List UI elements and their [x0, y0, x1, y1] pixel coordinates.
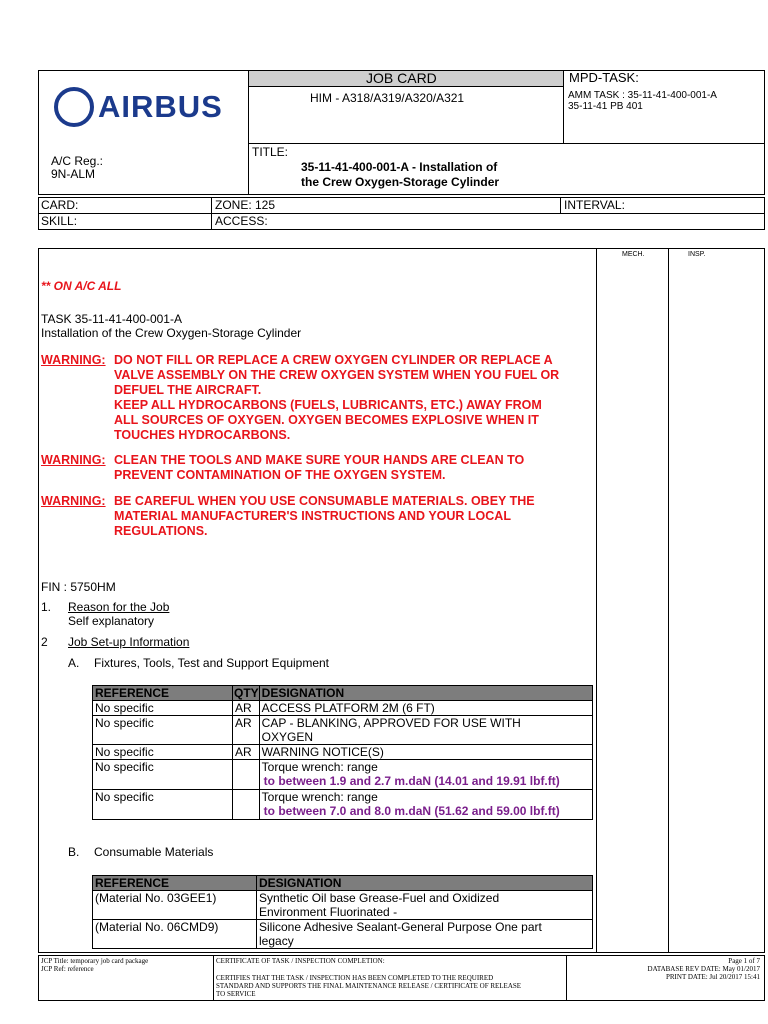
warning-3-line: BE CAREFUL WHEN YOU USE CONSUMABLE MATERIALS. OBEY THE	[114, 494, 535, 508]
header-hline-1	[248, 86, 563, 87]
task-title: Installation of the Crew Oxygen-Storage Cylinder	[41, 326, 302, 340]
warning-3-line: MATERIAL MANUFACTURER'S INSTRUCTIONS AND YOUR LOCAL	[114, 509, 511, 523]
header-divider-logo	[248, 70, 249, 195]
table-row	[93, 891, 593, 920]
warning-1-line: VALVE ASSEMBLY ON THE CREW OXYGEN SYSTEM WHEN YOU FUEL OR	[114, 368, 560, 382]
torque-range: to between 1.9 and 2.7 m.daN (14.01 and 19.91 lbf.ft)	[263, 774, 560, 788]
tools-table-header	[93, 686, 593, 701]
ac-reg-value: 9N-ALM	[51, 167, 96, 181]
certificate-line-3: TO SERVICE	[216, 990, 256, 998]
section-2-title: Job Set-up Information	[68, 635, 190, 649]
airbus-logo-icon	[54, 87, 94, 127]
certificate-line-1: CERTIFIES THAT THE TASK / INSPECTION HAS BEEN COMPLETED TO THE REQUIRED	[216, 974, 494, 982]
amm-ref: 35-11-41 PB 401	[568, 101, 643, 112]
table-cell-qty: AR	[233, 745, 260, 760]
table-row	[93, 790, 593, 820]
table-cell-designation	[259, 790, 592, 820]
page-number: Page 1 of 7	[728, 957, 760, 965]
table-row	[93, 701, 593, 716]
jcp-ref: JCP Ref: reference	[41, 965, 94, 973]
footer-divider-2	[566, 955, 567, 1001]
warning-3-line: REGULATIONS.	[114, 524, 208, 538]
section-2-number: 2	[41, 635, 48, 649]
card-label: CARD:	[41, 198, 79, 212]
table-cell-designation: WARNING NOTICE(S)	[259, 745, 592, 760]
table-row	[93, 716, 593, 745]
table-header-cell: REFERENCE	[93, 876, 257, 891]
warning-1-line: KEEP ALL HYDROCARBONS (FUELS, LUBRICANTS, ETC.) AWAY FROM	[114, 398, 542, 412]
table-cell-qty: AR	[233, 701, 260, 716]
certificate-line-2: STANDARD AND SUPPORTS THE FINAL MAINTENANCE RELEASE / CERTIFICATE OF RELEASE	[216, 982, 522, 990]
torque-range: to between 7.0 and 8.0 m.daN (51.62 and 59.00 lbf.ft)	[263, 804, 560, 818]
table-cell-designation	[257, 920, 593, 949]
warning-2-line: PREVENT CONTAMINATION OF THE OXYGEN SYSTEM.	[114, 468, 446, 482]
header-divider-mpd	[563, 70, 564, 144]
effectivity: ** ON A/C ALL	[41, 279, 122, 293]
jcp-title: JCP Title: temporary job card package	[41, 957, 149, 965]
designation-line-1: CAP - BLANKING, APPROVED FOR USE WITH	[261, 716, 521, 730]
section-1-text: Self explanatory	[68, 614, 155, 628]
access-label: ACCESS:	[215, 214, 268, 228]
table-header-cell: REFERENCE	[93, 686, 233, 701]
table-row	[93, 745, 593, 760]
table-header-cell: QTY	[234, 686, 259, 700]
table-cell-qty	[233, 790, 260, 820]
mech-column-line	[596, 248, 597, 953]
footer-divider-1	[213, 955, 214, 1001]
interval-label: INTERVAL:	[564, 198, 625, 212]
database-rev-date: DATABASE REV DATE: May 01/2017	[647, 965, 760, 973]
ac-reg-label: A/C Reg.:	[51, 154, 104, 168]
table-row	[93, 920, 593, 949]
table-cell-qty: AR	[233, 716, 260, 745]
table-cell-designation	[259, 716, 592, 745]
designation-line-2: OXYGEN	[261, 730, 314, 744]
table-cell-qty	[233, 760, 260, 790]
table-cell-designation	[257, 891, 593, 920]
job-card-title: JOB CARD	[366, 70, 437, 86]
section-b-title: Consumable Materials	[94, 845, 214, 859]
insp-column-line	[668, 248, 669, 953]
warning-1-line: TOUCHES HYDROCARBONS.	[114, 428, 291, 442]
fin-number: FIN : 5750HM	[41, 580, 116, 594]
designation-line-1: Torque wrench: range	[261, 790, 378, 804]
print-date: PRINT DATE: Jul 20/2017 15:41	[666, 973, 760, 981]
warning-label-3: WARNING:	[41, 494, 106, 508]
section-b-letter: B.	[68, 845, 80, 859]
warning-1-line: DEFUEL THE AIRCRAFT.	[114, 383, 262, 397]
designation-line-1: Silicone Adhesive Sealant-General Purpose One part	[259, 920, 542, 934]
table-cell-reference: No specific	[93, 760, 233, 790]
warning-2-line: CLEAN THE TOOLS AND MAKE SURE YOUR HANDS ARE CLEAN TO	[114, 453, 525, 467]
warning-1-line: DO NOT FILL OR REPLACE A CREW OXYGEN CYLINDER OR REPLACE A	[114, 353, 553, 367]
insp-column-header: INSP.	[688, 251, 706, 258]
header-hline-2	[248, 143, 765, 144]
info-vline-1	[211, 197, 212, 230]
table-cell-designation	[259, 760, 592, 790]
table-cell-reference: No specific	[93, 790, 233, 820]
info-hline	[38, 213, 765, 214]
info-vline-2	[560, 197, 561, 213]
table-cell-reference: No specific	[93, 701, 233, 716]
airbus-wordmark: AIRBUS	[98, 89, 223, 124]
warning-label-1: WARNING:	[41, 353, 106, 367]
airbus-logo	[54, 86, 229, 128]
tools-table	[92, 685, 593, 820]
warning-label-2: WARNING:	[41, 453, 106, 467]
title-label: TITLE:	[252, 145, 289, 159]
materials-table	[92, 875, 593, 949]
table-row	[93, 760, 593, 790]
table-cell-reference: No specific	[93, 745, 233, 760]
designation-line-1: Torque wrench: range	[261, 760, 378, 774]
materials-table-header	[93, 876, 593, 891]
amm-task: AMM TASK : 35-11-41-400-001-A	[568, 90, 717, 101]
section-a-letter: A.	[68, 656, 80, 670]
table-cell-reference: (Material No. 06CMD9)	[93, 920, 257, 949]
section-a-title: Fixtures, Tools, Test and Support Equipment	[94, 656, 330, 670]
table-cell-reference: (Material No. 03GEE1)	[93, 891, 257, 920]
mpd-task-label: MPD-TASK:	[569, 70, 639, 85]
task-number: TASK 35-11-41-400-001-A	[41, 312, 182, 326]
designation-line-2: Environment Fluorinated -	[259, 905, 398, 919]
certificate-title: CERTIFICATE OF TASK / INSPECTION COMPLETION:	[216, 957, 385, 965]
job-card-subtitle: HIM - A318/A319/A320/A321	[310, 91, 465, 105]
table-header-cell: DESIGNATION	[257, 876, 593, 891]
section-1-title: Reason for the Job	[68, 600, 170, 614]
table-cell-reference: No specific	[93, 716, 233, 745]
designation-line-1: Synthetic Oil base Grease-Fuel and Oxidized	[259, 891, 500, 905]
designation-line-2: legacy	[259, 934, 294, 948]
table-header-cell: DESIGNATION	[259, 686, 592, 701]
skill-label: SKILL:	[41, 214, 78, 228]
mech-column-header: MECH.	[622, 251, 645, 258]
title-line-2: the Crew Oxygen-Storage Cylinder	[301, 175, 500, 189]
title-line-1: 35-11-41-400-001-A - Installation of	[301, 160, 498, 174]
section-1-number: 1.	[41, 600, 52, 614]
zone-label: ZONE: 125	[215, 198, 276, 212]
table-cell-designation: ACCESS PLATFORM 2M (6 FT)	[259, 701, 592, 716]
warning-1-line: ALL SOURCES OF OXYGEN. OXYGEN BECOMES EXPLOSIVE WHEN IT	[114, 413, 539, 427]
